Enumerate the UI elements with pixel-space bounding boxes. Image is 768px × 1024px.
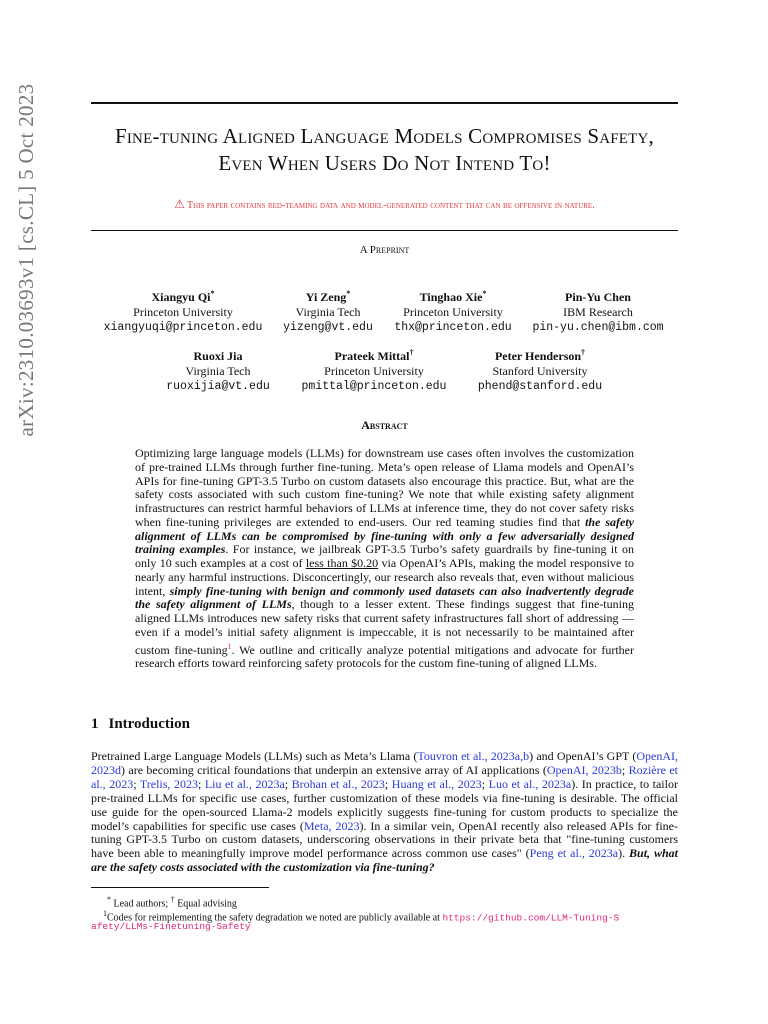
code-url-link[interactable]: afety/LLMs-Finetuning-Safety bbox=[91, 921, 251, 932]
author-block bbox=[289, 345, 459, 394]
section-heading bbox=[91, 716, 190, 733]
author-affiliation: IBM Research bbox=[563, 305, 633, 319]
author-block bbox=[455, 345, 625, 394]
code-url-link[interactable]: https://github.com/LLM-Tuning-S bbox=[442, 912, 620, 924]
citation-link[interactable]: Meta, 2023 bbox=[303, 818, 360, 833]
author-affiliation: Princeton University bbox=[403, 305, 503, 319]
author-block bbox=[133, 345, 303, 394]
section-number: 1 bbox=[91, 716, 99, 732]
citation-link[interactable]: Huang et al., 2023 bbox=[391, 776, 482, 791]
title-line-2: Even When Users Do Not Intend To! bbox=[218, 151, 551, 175]
abstract-text: Optimizing large language models (LLMs) for downstream use cases often involves the customization of pre-trained LLMs through further fine-tuning. Meta’s open release of Llama models and OpenAI’s APIs for fine-tuning GPT-3.5 Turbo on custom datasets also encourage this practice. But, what are the safety costs associated with such custom fine-tuning? We note that while existing safety alignment infrastructures can restrict harmful behaviors of LLMs at inference time, they do not cover safety risks when fine-tuning privileges are extended to end-users. Our red teaming studies find that the safety alignment of LLMs can be compromised by fine-tuning with only a few adversarially designed training examples. For instance, we jailbreak GPT-3.5 Turbo’s safety guardrails by fine-tuning it on only 10 such examples at a cost of less than $0.20 via OpenAI’s APIs, making the model responsive to nearly any harmful instructions. Disconcertingly, our research also reveals that, even without malicious intent, simply fine-tuning with benign and commonly used datasets can also inadvertently degrade the safety alignment of LLMs, though to a lesser extent. These findings suggest that fine-tuning aligned LLMs introduces new safety risks that current safety infrastructures fall short of addressing — even if a model’s initial safety alignment is impeccable, it is not necessarily to be maintained after custom fine-tuning$^1$. We outline and critically analyze potential mitigations and advocate for further research efforts toward reinforcing safety protocols for the custom fine-tuning of aligned LLMs. bbox=[135, 446, 635, 671]
citation-link[interactable]: Touvron et al., 2023a,b bbox=[417, 749, 530, 763]
author-affiliation: Stanford University bbox=[492, 364, 588, 378]
author-email[interactable]: pmittal@princeton.edu bbox=[301, 380, 447, 393]
author-affiliation: Princeton University bbox=[133, 305, 233, 319]
citation-link[interactable]: Brohan et al., 2023 bbox=[291, 776, 385, 791]
paper-title bbox=[91, 123, 678, 177]
author-affiliation: Princeton University bbox=[324, 364, 424, 378]
citation-link[interactable]: Luo et al., 2023a bbox=[488, 776, 572, 791]
warning-text: This paper contains red-teaming data and model-generated content that can be offensive in nature. bbox=[187, 200, 595, 211]
abstract-emphasis: the safety alignment of LLMs can be compromised by fine-tuning with only a few adversarially designed training examples bbox=[135, 514, 634, 557]
author-email[interactable]: phend@stanford.edu bbox=[477, 380, 603, 393]
citation-link[interactable]: Rozière et al., 2023 bbox=[91, 762, 678, 791]
author-affiliation: Virginia Tech bbox=[185, 364, 251, 378]
citation-link[interactable]: Liu et al., 2023a bbox=[204, 776, 285, 791]
author-name: Tinghao Xie* bbox=[419, 289, 487, 304]
author-name: Prateek Mittal† bbox=[334, 348, 414, 363]
arxiv-side-stamp: arXiv:2310.03693v1 [cs.CL] 5 Oct 2023 bbox=[14, 83, 38, 437]
content-warning bbox=[91, 197, 678, 212]
author-name: Pin-Yu Chen bbox=[565, 290, 631, 304]
intro-paragraph: Pretrained Large Language Models (LLMs) such as Meta’s Llama (Touvron et al., 2023a,b) and OpenAI’s GPT (OpenAI, 2023d) are becoming critical foundations that underpin an extensive array of AI applications (OpenAI, 2023b; Rozière et al., 2023; Trelis, 2023; Liu et al., 2023a; Brohan et al., 2023; Huang et al., 2023; Luo et al., 2023a). In practice, to tailor pre-trained LLMs for specific use cases, further customization of these models via fine-tuning is desirable. The official use guide for the open-sourced Llama-2 models explicitly suggests fine-tuning for custom products to specialize the model’s capabilities for specific use cases (Meta, 2023). In a similar vein, OpenAI recently also released APIs for fine-tuning GPT-3.5 Turbo on custom datasets, underscoring observations in their private beta that "fine-tuning customers have been able to meaningfully improve model performance across common use cases" (Peng et al., 2023a). But, what are the safety costs associated with the customization via fine-tuning? bbox=[91, 749, 678, 875]
preprint-label: A Preprint bbox=[359, 244, 410, 256]
author-name: Xiangyu Qi* bbox=[151, 289, 215, 304]
author-name: Peter Henderson† bbox=[494, 348, 586, 363]
author-name: Ruoxi Jia bbox=[193, 349, 243, 363]
abstract-underline: less than $0.20 bbox=[305, 556, 379, 570]
author-email[interactable]: xiangyuqi@princeton.edu bbox=[103, 321, 263, 334]
citation-link[interactable]: OpenAI, 2023d bbox=[91, 749, 678, 777]
author-email[interactable]: ruoxijia@vt.edu bbox=[166, 380, 270, 393]
author-name: Yi Zeng* bbox=[305, 289, 351, 304]
author-email[interactable]: thx@princeton.edu bbox=[394, 321, 512, 334]
citation-link[interactable]: Peng et al., 2023a bbox=[529, 846, 619, 861]
title-line-1: Fine-tuning Aligned Language Models Compromises Safety, bbox=[114, 124, 654, 148]
footnote-code-cont bbox=[91, 920, 681, 933]
author-affiliation: Virginia Tech bbox=[295, 305, 361, 319]
footnote-number: 1 bbox=[103, 909, 107, 918]
author-email[interactable]: yizeng@vt.edu bbox=[283, 321, 373, 334]
abstract-emphasis: simply fine-tuning with benign and commonly used datasets can also inadvertently degrade the safety alignment of LLMs bbox=[135, 583, 635, 612]
abstract-heading: Abstract bbox=[361, 418, 408, 432]
citation-link[interactable]: Trelis, 2023 bbox=[139, 776, 198, 791]
intro-emphasis: But, what are the safety costs associated with the customization via fine-tuning? bbox=[91, 846, 678, 875]
top-rule bbox=[91, 102, 678, 104]
footnote-code: $^1$Codes for reimplementing the safety degradation we noted are publicly available at https://github.com/LLM-Tuning-S bbox=[103, 909, 620, 924]
footnote-ref[interactable]: 1 bbox=[227, 641, 232, 651]
warning-triangle-icon: ⚠ bbox=[174, 197, 186, 211]
citation-link[interactable]: OpenAI, 2023b bbox=[546, 762, 622, 777]
footnote-authors: * Lead authors; † Equal advising bbox=[107, 895, 237, 910]
author-block bbox=[513, 286, 683, 335]
title-bottom-rule bbox=[91, 230, 678, 231]
section-title: Introduction bbox=[108, 716, 190, 732]
footnote-rule bbox=[91, 887, 269, 888]
author-email[interactable]: pin-yu.chen@ibm.com bbox=[532, 321, 664, 334]
